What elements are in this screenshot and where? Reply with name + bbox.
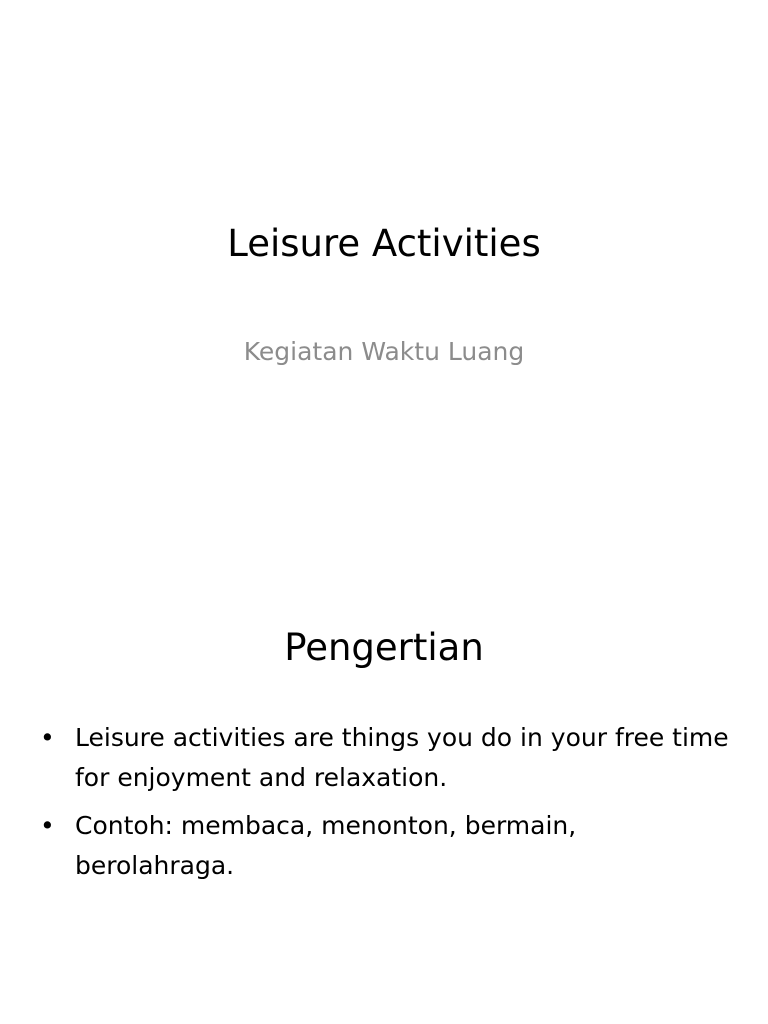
- slide-subtitle: Kegiatan Waktu Luang: [243, 337, 525, 366]
- bullet-item: [38, 806, 738, 886]
- slide-definition-heading: Pengertian: [284, 626, 484, 669]
- bullet-icon: •: [40, 811, 55, 840]
- bullet-list: [38, 718, 738, 894]
- slide-definition: [0, 512, 768, 1024]
- bullet-text: Contoh: membaca, menonton, bermain, berolahraga.: [75, 811, 577, 880]
- bullet-text: Leisure activities are things you do in your free time for enjoyment and relaxation.: [75, 723, 729, 792]
- slide-title-heading: Leisure Activities: [227, 222, 541, 265]
- bullet-icon: •: [40, 723, 55, 752]
- bullet-item: [38, 718, 738, 798]
